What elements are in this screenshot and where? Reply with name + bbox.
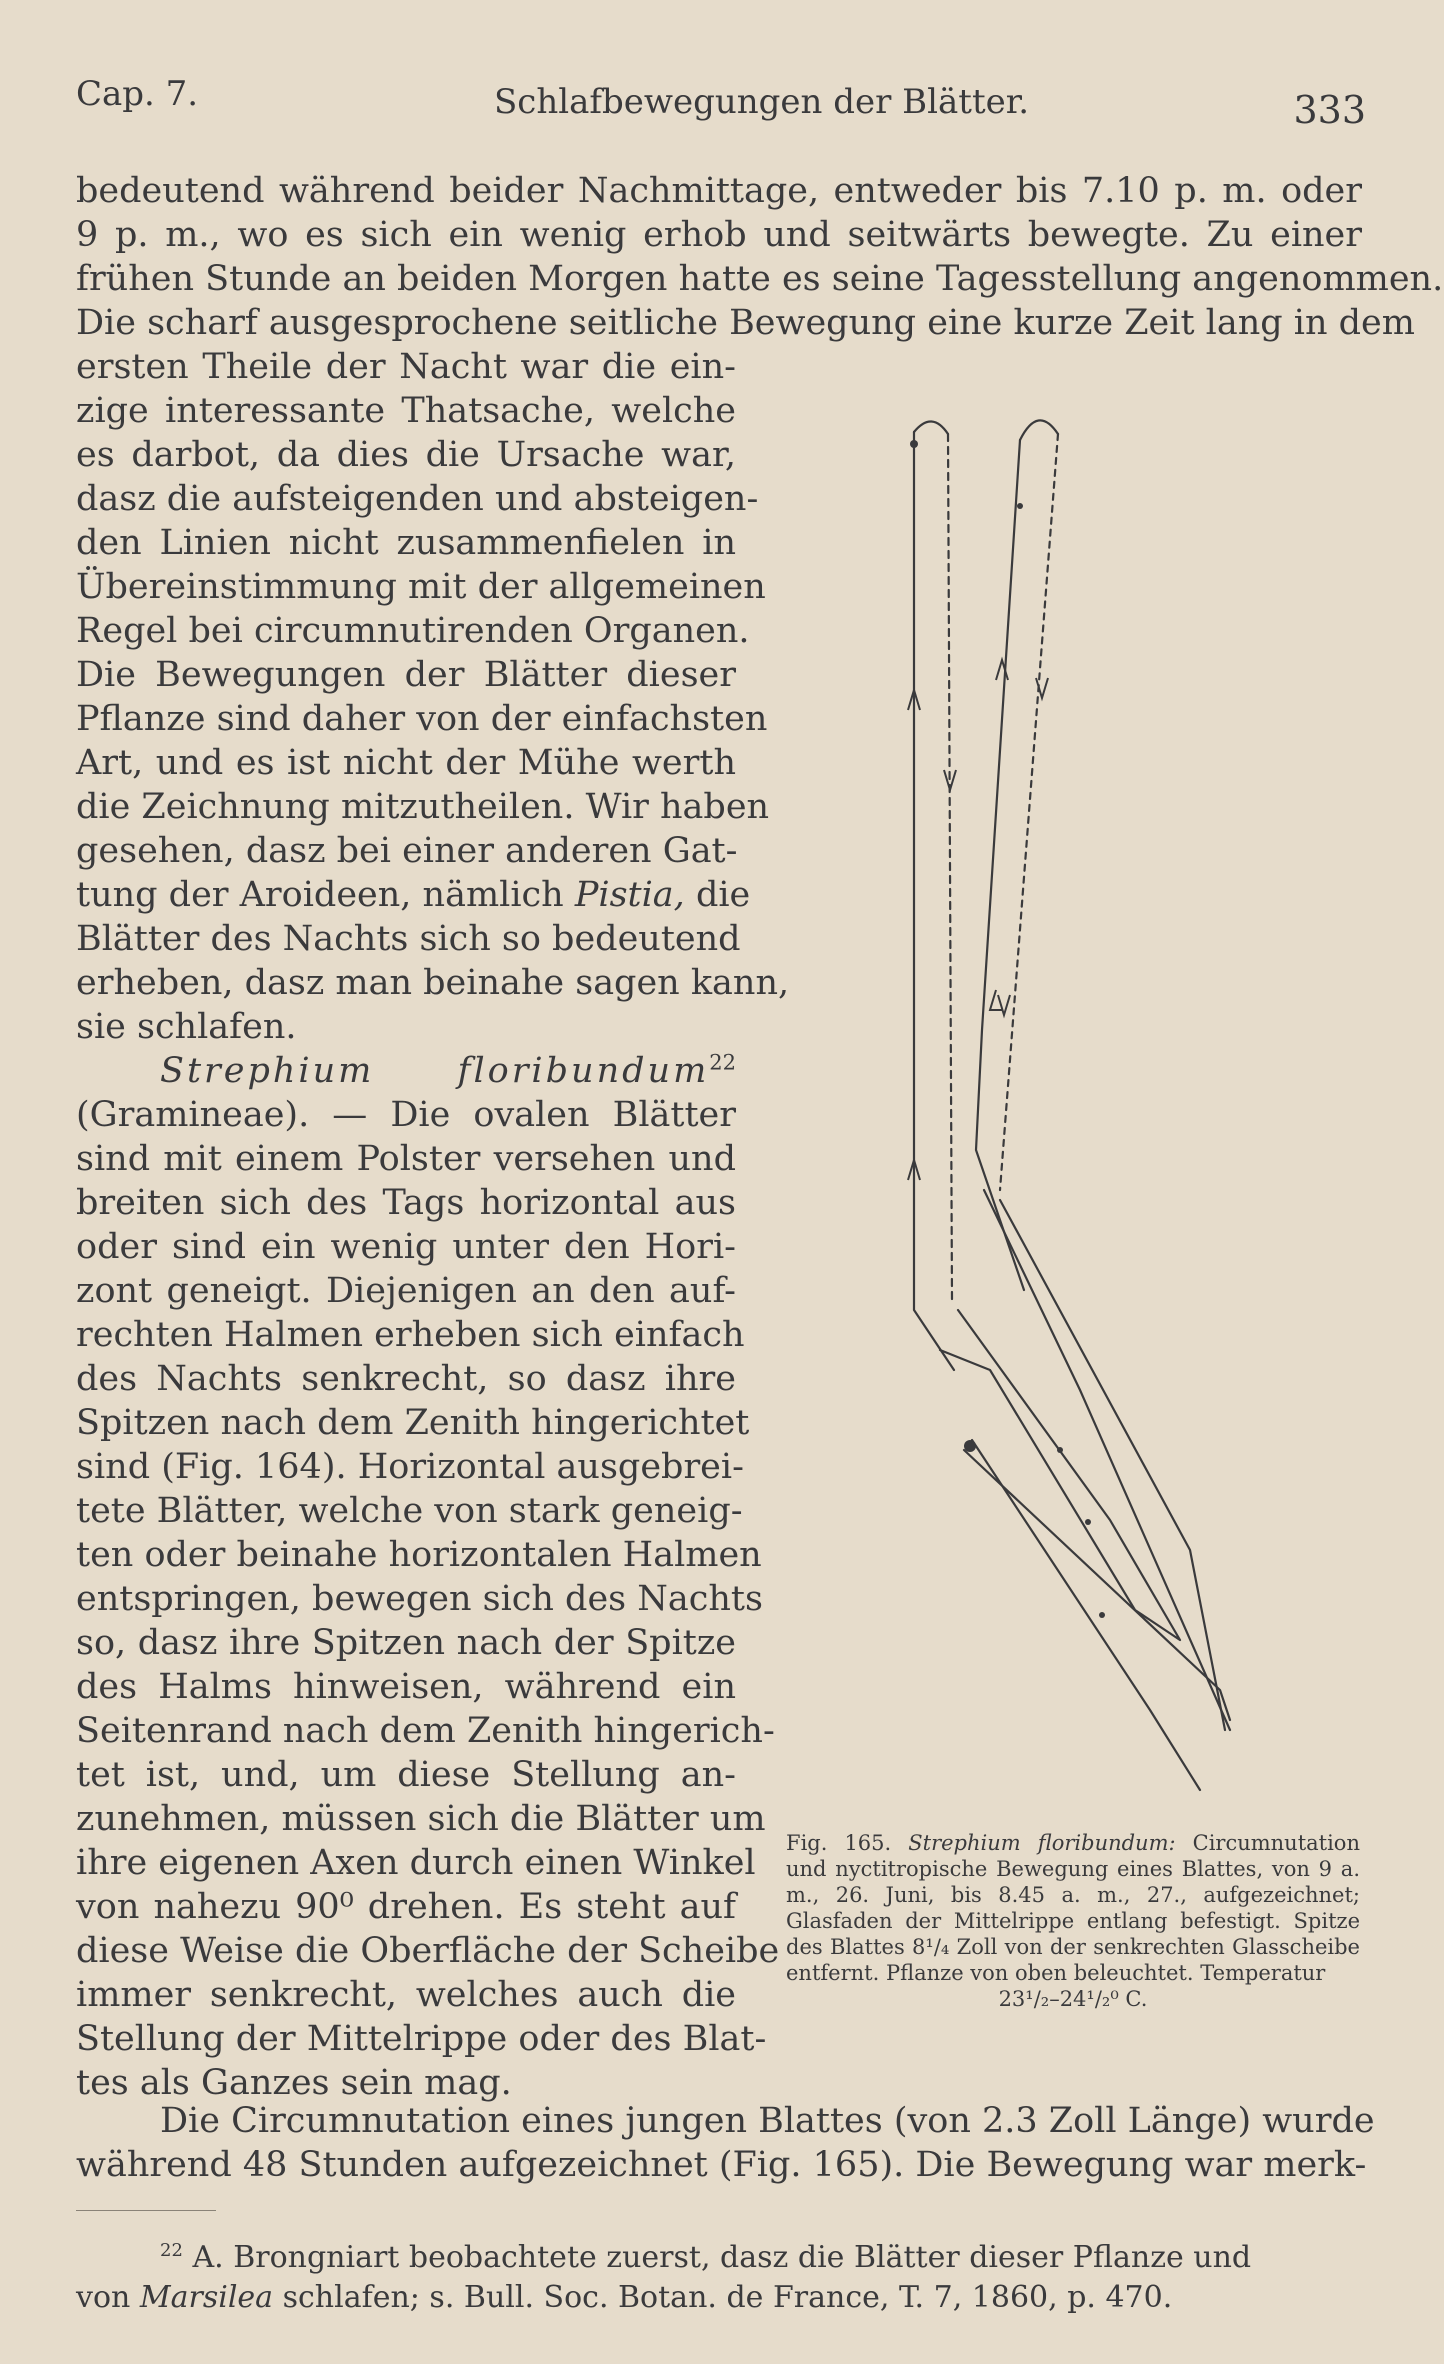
text-line: frühen Stunde an beiden Morgen hatte es seine Tagesstellung angenommen. — [76, 259, 1444, 299]
text-line: Die Bewegungen der Blätter dieser — [76, 655, 736, 695]
caption-fig-number: Fig. 165. — [786, 1831, 892, 1855]
text-line: so, dasz ihre Spitzen nach der Spitze — [76, 1623, 736, 1663]
trace-start-dot — [964, 1440, 976, 1452]
text-line: des Halms hinweisen, während ein — [76, 1667, 736, 1707]
trace-solid-left — [914, 432, 954, 1370]
text-line: ersten Theile der Nacht war die ein- — [76, 347, 736, 387]
text-line: während 48 Stunden aufgezeichnet (Fig. 165). Die Bewegung war merk- — [76, 2145, 1367, 2185]
text-line: sind mit einem Polster versehen und — [76, 1139, 736, 1179]
text-line: rechten Halmen erheben sich einfach — [76, 1315, 745, 1355]
trace-loop-top-left — [914, 421, 948, 434]
text-line: zige interessante Thatsache, welche — [76, 391, 736, 431]
arrow-down — [998, 995, 1010, 1015]
caption-temperature: 23¹/₂–24¹/₂⁰ C. — [998, 1987, 1148, 2011]
footnote-line — [160, 2240, 1251, 2276]
chapter-label: Cap. 7. — [76, 74, 199, 114]
text-line: (Gramineae). — Die ovalen Blätter — [76, 1095, 736, 1135]
text-line: Blätter des Nachts sich so bedeutend — [76, 919, 741, 959]
caption-species: Strephium floribundum: — [908, 1831, 1176, 1855]
footnote-ref: 22 — [709, 1050, 736, 1075]
text-line: immer senkrecht, welches auch die — [76, 1975, 736, 2015]
text-line: bedeutend während beider Nachmittage, entweder bis 7.10 p. m. oder — [76, 171, 1362, 211]
text-line: sind (Fig. 164). Horizontal ausgebrei- — [76, 1447, 744, 1487]
text-line: Seitenrand nach dem Zenith hingerich- — [76, 1711, 775, 1751]
footnote-text: A. Brongniart beobachtete zuerst, dasz die Blätter dieser Pflanze und — [192, 2240, 1252, 2275]
trace-dashed-right — [1000, 434, 1058, 1190]
text-line: breiten sich des Tags horizontal aus — [76, 1183, 736, 1223]
text-line-pistia — [76, 874, 751, 916]
figure-caption — [786, 1830, 1360, 2012]
text-line: von nahezu 90⁰ drehen. Es steht auf — [76, 1887, 736, 1927]
trace-diagonal-e — [964, 1450, 1230, 1720]
figure-165-trace — [880, 410, 1260, 1830]
trace-dashed-left — [948, 434, 952, 1300]
footnote-mark: 22 — [160, 2240, 183, 2261]
trace-diagonal-b — [984, 1190, 1230, 1730]
text-line: ihre eigenen Axen durch einen Winkel — [76, 1843, 756, 1883]
trace-dot — [1057, 1447, 1063, 1453]
text-line: Spitzen nach dem Zenith hingerichtet — [76, 1403, 750, 1443]
trace-dot — [1085, 1519, 1091, 1525]
text-line: gesehen, dasz bei einer anderen Gat- — [76, 831, 738, 871]
running-header — [76, 68, 1366, 132]
text-line: oder sind ein wenig unter den Hori- — [76, 1227, 736, 1267]
footnote-rule — [76, 2210, 216, 2211]
species-floribundum: floribundum — [457, 1051, 710, 1091]
text-line: zont geneigt. Diejenigen an den auf- — [76, 1271, 736, 1311]
text-line: den Linien nicht zusammenfielen in — [76, 523, 736, 563]
text-line: des Nachts senkrecht, so dasz ihre — [76, 1359, 736, 1399]
text-fragment: die — [695, 875, 751, 915]
footnote-text: von — [76, 2280, 131, 2315]
trace-diagonal-a — [940, 1310, 1180, 1640]
text-line: diese Weise die Oberfläche der Scheibe — [76, 1931, 780, 1971]
genus-marsilea: Marsilea — [139, 2280, 274, 2315]
text-line: tet ist, und, um diese Stellung an- — [76, 1755, 736, 1795]
text-line: Art, und es ist nicht der Mühe werth — [76, 743, 736, 783]
trace-solid-right — [976, 440, 1024, 1290]
text-line: tes als Ganzes sein mag. — [76, 2063, 512, 2103]
section-heading-strephium — [76, 1050, 736, 1092]
genus-pistia: Pistia, — [574, 875, 685, 915]
text-line: tete Blätter, welche von stark geneig- — [76, 1491, 743, 1531]
text-line: Stellung der Mittelrippe oder des Blat- — [76, 2019, 767, 2059]
text-line: es darbot, da dies die Ursache war, — [76, 435, 736, 475]
text-line: 9 p. m., wo es sich ein wenig erhob und seitwärts bewegte. Zu einer — [76, 215, 1362, 255]
text-line: entspringen, bewegen sich des Nachts — [76, 1579, 763, 1619]
text-line: erheben, dasz man beinahe sagen kann, — [76, 963, 790, 1003]
text-line: Regel bei circumnutirenden Organen. — [76, 611, 750, 651]
text-line: ten oder beinahe horizontalen Halmen — [76, 1535, 762, 1575]
footnote-line — [76, 2280, 1172, 2316]
text-line: sie schlafen. — [76, 1007, 297, 1047]
genus-strephium: Strephium — [160, 1051, 375, 1091]
running-title: Schlafbewegungen der Blätter. — [494, 82, 1030, 122]
text-fragment: tung der Aroideen, nämlich — [76, 875, 564, 915]
text-line: Übereinstimmung mit der allgemeinen — [76, 567, 766, 607]
text-line: die Zeichnung mitzutheilen. Wir haben — [76, 787, 770, 827]
page-number: 333 — [1293, 88, 1366, 132]
text-line: Die scharf ausgesprochene seitliche Bewegung eine kurze Zeit lang in dem — [76, 303, 1415, 343]
text-line: Pflanze sind daher von der einfachsten — [76, 699, 768, 739]
caption-body: Circumnutation und nyctitropische Bewegung eines Blattes, von 9 a. m., 26. Juni, bis 8.45 a. m., 27., aufgezeichnet; Glasfaden der Mittelrippe entlang befestigt. Spitze des Blattes 8¹/₄ Zoll von der senkrechten Glasscheibe entfernt. Pflanze von oben beleuchtet. Temperatur — [786, 1831, 1360, 1985]
trace-dot — [910, 440, 918, 448]
trace-dot — [1099, 1612, 1105, 1618]
footnote-text: schlafen; s. Bull. Soc. Botan. de France, T. 7, 1860, p. 470. — [282, 2280, 1173, 2315]
text-line: Die Circumnutation eines jungen Blattes (von 2.3 Zoll Länge) wurde — [160, 2101, 1375, 2141]
text-line: dasz die aufsteigenden und absteigen- — [76, 479, 759, 519]
text-line: zunehmen, müssen sich die Blätter um — [76, 1799, 766, 1839]
trace-loop-top-right — [1020, 420, 1058, 440]
trace-dot — [1017, 503, 1023, 509]
